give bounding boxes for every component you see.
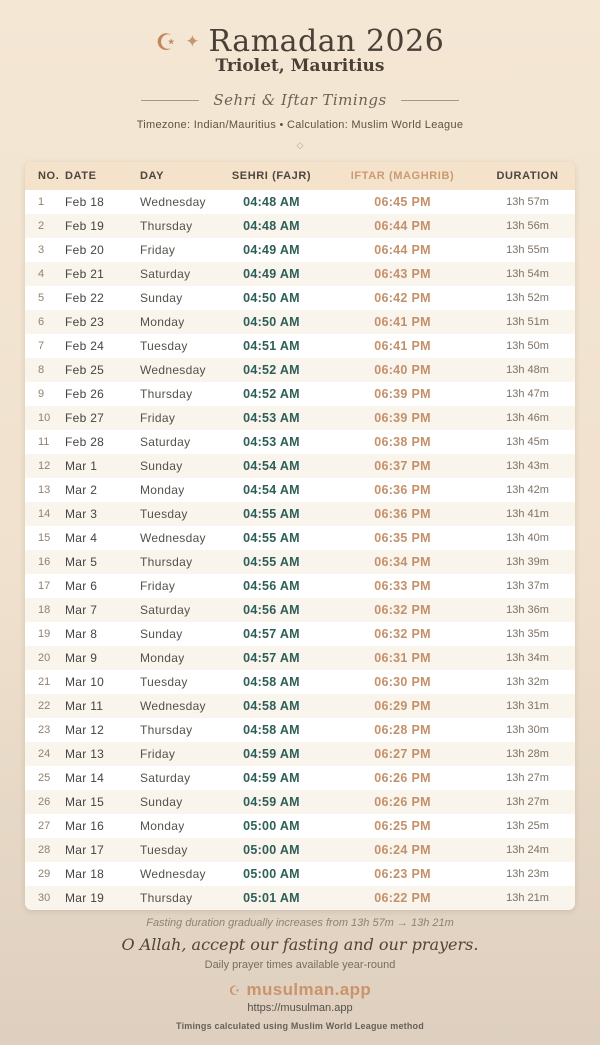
cell-day: Thursday: [140, 555, 193, 569]
cell-sehri: 04:58 AM: [243, 675, 300, 689]
cell-date: Mar 16: [65, 819, 105, 833]
cell-day: Thursday: [140, 387, 193, 401]
cell-sehri: 04:56 AM: [243, 579, 300, 593]
sparkle-star-icon: ✦: [185, 32, 200, 51]
cell-day: Sunday: [140, 795, 183, 809]
cell-iftar: 06:26 PM: [374, 795, 431, 809]
cell-date: Mar 13: [65, 747, 105, 761]
cell-day: Monday: [140, 651, 185, 665]
cell-date: Feb 20: [65, 243, 105, 257]
cell-no: 14: [38, 508, 51, 520]
cell-iftar: 06:25 PM: [374, 819, 431, 833]
cell-duration: 13h 42m: [506, 484, 549, 496]
cell-day: Wednesday: [140, 699, 206, 713]
cell-no: 2: [38, 220, 45, 232]
cell-sehri: 04:56 AM: [243, 603, 300, 617]
cell-no: 8: [38, 364, 45, 376]
cell-date: Mar 15: [65, 795, 105, 809]
timings-table: [25, 162, 575, 910]
cell-iftar: 06:38 PM: [374, 435, 431, 449]
table-row: [25, 598, 575, 622]
table-row: [25, 238, 575, 262]
cell-date: Mar 17: [65, 843, 105, 857]
table-row: [25, 478, 575, 502]
cell-duration: 13h 47m: [506, 388, 549, 400]
cell-day: Friday: [140, 579, 176, 593]
cell-iftar: 06:44 PM: [374, 243, 431, 257]
cell-date: Mar 14: [65, 771, 105, 785]
table-row: [25, 886, 575, 910]
cell-sehri: 05:00 AM: [243, 867, 300, 881]
duration-note: Fasting duration gradually increases from 13h 57m → 13h 21m: [146, 917, 454, 929]
cell-no: 30: [38, 892, 51, 904]
cell-no: 20: [38, 652, 51, 664]
header-date: DATE: [65, 170, 97, 182]
cell-sehri: 04:54 AM: [243, 459, 300, 473]
cell-duration: 13h 31m: [506, 700, 549, 712]
cell-sehri: 04:51 AM: [243, 339, 300, 353]
cell-duration: 13h 51m: [506, 316, 549, 328]
cell-duration: 13h 55m: [506, 244, 549, 256]
table-row: [25, 742, 575, 766]
cell-duration: 13h 34m: [506, 652, 549, 664]
table-row: [25, 814, 575, 838]
cell-sehri: 04:57 AM: [243, 651, 300, 665]
table-row: [25, 430, 575, 454]
divider-line-right: [401, 100, 459, 101]
cell-no: 6: [38, 316, 45, 328]
cell-sehri: 04:58 AM: [243, 699, 300, 713]
cell-duration: 13h 25m: [506, 820, 549, 832]
cell-sehri: 04:59 AM: [243, 795, 300, 809]
cell-sehri: 04:54 AM: [243, 483, 300, 497]
cell-date: Mar 11: [65, 699, 104, 713]
cell-duration: 13h 43m: [506, 460, 549, 472]
cell-duration: 13h 27m: [506, 772, 549, 784]
cell-date: Mar 18: [65, 867, 105, 881]
cell-no: 16: [38, 556, 51, 568]
table-row: [25, 310, 575, 334]
cell-sehri: 04:57 AM: [243, 627, 300, 641]
cell-date: Feb 19: [65, 219, 105, 233]
cell-no: 27: [38, 820, 51, 832]
table-row: [25, 838, 575, 862]
cell-iftar: 06:39 PM: [374, 411, 431, 425]
cell-no: 24: [38, 748, 51, 760]
cell-duration: 13h 24m: [506, 844, 549, 856]
cell-sehri: 04:48 AM: [243, 195, 300, 209]
header-day: DAY: [140, 170, 165, 182]
cell-iftar: 06:26 PM: [374, 771, 431, 785]
cell-duration: 13h 56m: [506, 220, 549, 232]
page-header: [0, 0, 600, 151]
cell-date: Feb 22: [65, 291, 105, 305]
cell-iftar: 06:32 PM: [374, 603, 431, 617]
calculation-method-note: Timings calculated using Muslim World League method: [176, 1021, 424, 1031]
table-header-row: [25, 162, 575, 190]
cell-duration: 13h 32m: [506, 676, 549, 688]
location-title: Triolet, Mauritius: [215, 56, 385, 76]
cell-day: Sunday: [140, 291, 183, 305]
table-body: [25, 190, 575, 910]
cell-iftar: 06:30 PM: [374, 675, 431, 689]
cell-day: Thursday: [140, 219, 193, 233]
cell-day: Monday: [140, 819, 185, 833]
table-row: [25, 766, 575, 790]
cell-day: Wednesday: [140, 363, 206, 377]
cell-sehri: 04:53 AM: [243, 411, 300, 425]
cell-no: 9: [38, 388, 45, 400]
cell-date: Mar 9: [65, 651, 98, 665]
cell-iftar: 06:43 PM: [374, 267, 431, 281]
table-row: [25, 286, 575, 310]
cell-duration: 13h 54m: [506, 268, 549, 280]
cell-iftar: 06:22 PM: [374, 891, 431, 905]
cell-duration: 13h 57m: [506, 196, 549, 208]
table-row: [25, 694, 575, 718]
diamond-ornament-icon: ◇: [296, 140, 304, 150]
cell-duration: 13h 39m: [506, 556, 549, 568]
cell-day: Tuesday: [140, 507, 188, 521]
page-title: Ramadan 2026: [208, 24, 445, 59]
cell-sehri: 04:50 AM: [243, 291, 300, 305]
table-row: [25, 214, 575, 238]
cell-sehri: 04:48 AM: [243, 219, 300, 233]
cell-date: Feb 25: [65, 363, 105, 377]
cell-sehri: 04:49 AM: [243, 243, 300, 257]
cell-no: 17: [38, 580, 51, 592]
cell-iftar: 06:36 PM: [374, 483, 431, 497]
cell-day: Monday: [140, 315, 185, 329]
cell-no: 19: [38, 628, 51, 640]
cell-no: 1: [38, 196, 45, 208]
cell-sehri: 05:00 AM: [243, 843, 300, 857]
cell-iftar: 06:29 PM: [374, 699, 431, 713]
cell-day: Tuesday: [140, 675, 188, 689]
table-row: [25, 454, 575, 478]
cell-day: Tuesday: [140, 843, 188, 857]
cell-date: Feb 24: [65, 339, 105, 353]
brand-crescent-icon: ☪: [228, 982, 241, 998]
crescent-moon-icon: ☪: [155, 29, 177, 55]
timezone-calculation-meta: Timezone: Indian/Mauritius • Calculation: Muslim World League: [136, 119, 464, 131]
cell-day: Thursday: [140, 891, 193, 905]
cell-sehri: 04:55 AM: [243, 507, 300, 521]
table-row: [25, 358, 575, 382]
cell-sehri: 04:59 AM: [243, 771, 300, 785]
cell-day: Monday: [140, 483, 185, 497]
cell-iftar: 06:36 PM: [374, 507, 431, 521]
cell-no: 18: [38, 604, 51, 616]
cell-duration: 13h 21m: [506, 892, 549, 904]
cell-no: 15: [38, 532, 51, 544]
subtitle-divider: [0, 91, 600, 109]
cell-duration: 13h 52m: [506, 292, 549, 304]
cell-date: Mar 5: [65, 555, 98, 569]
cell-duration: 13h 41m: [506, 508, 549, 520]
cell-no: 12: [38, 460, 51, 472]
cell-duration: 13h 45m: [506, 436, 549, 448]
cell-day: Tuesday: [140, 339, 188, 353]
header-no: NO.: [38, 170, 60, 182]
page-footer: [0, 917, 600, 1031]
cell-date: Mar 2: [65, 483, 98, 497]
table-row: [25, 574, 575, 598]
cell-sehri: 04:53 AM: [243, 435, 300, 449]
cell-iftar: 06:41 PM: [374, 339, 431, 353]
cell-duration: 13h 23m: [506, 868, 549, 880]
cell-no: 25: [38, 772, 51, 784]
cell-day: Sunday: [140, 627, 183, 641]
cell-iftar: 06:34 PM: [374, 555, 431, 569]
cell-day: Saturday: [140, 771, 191, 785]
cell-no: 21: [38, 676, 51, 688]
table-row: [25, 790, 575, 814]
cell-date: Mar 4: [65, 531, 98, 545]
cell-date: Feb 27: [65, 411, 105, 425]
cell-no: 26: [38, 796, 51, 808]
cell-iftar: 06:45 PM: [374, 195, 431, 209]
cell-date: Feb 28: [65, 435, 105, 449]
cell-duration: 13h 46m: [506, 412, 549, 424]
header-sehri: SEHRI (FAJR): [231, 170, 312, 182]
title-row: [0, 24, 600, 59]
cell-duration: 13h 36m: [506, 604, 549, 616]
table-row: [25, 550, 575, 574]
brand-name: musulman.app: [246, 980, 372, 999]
cell-no: 29: [38, 868, 51, 880]
cell-date: Mar 19: [65, 891, 105, 905]
cell-day: Friday: [140, 411, 176, 425]
cell-no: 3: [38, 244, 45, 256]
cell-iftar: 06:32 PM: [374, 627, 431, 641]
cell-day: Saturday: [140, 435, 191, 449]
cell-no: 7: [38, 340, 45, 352]
cell-no: 22: [38, 700, 51, 712]
cell-no: 23: [38, 724, 51, 736]
table-row: [25, 406, 575, 430]
cell-sehri: 05:01 AM: [243, 891, 300, 905]
cell-day: Sunday: [140, 459, 183, 473]
table-row: [25, 646, 575, 670]
dua-text: O Allah, accept our fasting and our prayers.: [121, 935, 479, 954]
cell-date: Mar 3: [65, 507, 98, 521]
header-duration: DURATION: [496, 170, 559, 182]
cell-day: Wednesday: [140, 531, 206, 545]
cell-sehri: 04:52 AM: [243, 363, 300, 377]
cell-duration: 13h 40m: [506, 532, 549, 544]
cell-date: Feb 26: [65, 387, 105, 401]
cell-iftar: 06:33 PM: [374, 579, 431, 593]
cell-sehri: 04:55 AM: [243, 555, 300, 569]
cell-duration: 13h 48m: [506, 364, 549, 376]
cell-iftar: 06:39 PM: [374, 387, 431, 401]
cell-no: 13: [38, 484, 51, 496]
brand-url: https://musulman.app: [247, 1002, 353, 1014]
cell-no: 4: [38, 268, 45, 280]
cell-day: Thursday: [140, 723, 193, 737]
cell-duration: 13h 35m: [506, 628, 549, 640]
cell-day: Wednesday: [140, 195, 206, 209]
cell-sehri: 04:58 AM: [243, 723, 300, 737]
cell-iftar: 06:27 PM: [374, 747, 431, 761]
cell-date: Mar 6: [65, 579, 98, 593]
cell-iftar: 06:44 PM: [374, 219, 431, 233]
cell-date: Mar 7: [65, 603, 98, 617]
cell-date: Mar 10: [65, 675, 105, 689]
cell-iftar: 06:35 PM: [374, 531, 431, 545]
cell-duration: 13h 28m: [506, 748, 549, 760]
cell-sehri: 04:52 AM: [243, 387, 300, 401]
table-row: [25, 622, 575, 646]
cell-iftar: 06:28 PM: [374, 723, 431, 737]
cell-iftar: 06:37 PM: [374, 459, 431, 473]
cell-no: 5: [38, 292, 45, 304]
divider-line-left: [141, 100, 199, 101]
cell-duration: 13h 30m: [506, 724, 549, 736]
cell-date: Feb 18: [65, 195, 105, 209]
cell-sehri: 04:49 AM: [243, 267, 300, 281]
availability-text: Daily prayer times available year-round: [204, 959, 396, 971]
cell-iftar: 06:24 PM: [374, 843, 431, 857]
cell-day: Wednesday: [140, 867, 206, 881]
cell-iftar: 06:23 PM: [374, 867, 431, 881]
table-row: [25, 502, 575, 526]
cell-iftar: 06:42 PM: [374, 291, 431, 305]
table-row: [25, 190, 575, 214]
cell-iftar: 06:31 PM: [374, 651, 431, 665]
cell-day: Friday: [140, 243, 176, 257]
cell-day: Saturday: [140, 267, 191, 281]
cell-iftar: 06:41 PM: [374, 315, 431, 329]
cell-duration: 13h 37m: [506, 580, 549, 592]
cell-sehri: 04:59 AM: [243, 747, 300, 761]
cell-sehri: 04:50 AM: [243, 315, 300, 329]
cell-iftar: 06:40 PM: [374, 363, 431, 377]
cell-no: 28: [38, 844, 51, 856]
header-iftar: IFTAR (MAGHRIB): [350, 170, 455, 182]
subtitle: Sehri & Iftar Timings: [213, 91, 387, 109]
cell-day: Saturday: [140, 603, 191, 617]
brand-row: [0, 980, 600, 1000]
cell-duration: 13h 50m: [506, 340, 549, 352]
cell-date: Mar 12: [65, 723, 105, 737]
table-row: [25, 526, 575, 550]
cell-date: Feb 21: [65, 267, 105, 281]
cell-sehri: 04:55 AM: [243, 531, 300, 545]
cell-date: Mar 1: [65, 459, 98, 473]
table-row: [25, 670, 575, 694]
cell-day: Friday: [140, 747, 176, 761]
cell-no: 11: [38, 436, 50, 448]
cell-duration: 13h 27m: [506, 796, 549, 808]
cell-date: Feb 23: [65, 315, 105, 329]
cell-no: 10: [38, 412, 51, 424]
cell-date: Mar 8: [65, 627, 98, 641]
cell-sehri: 05:00 AM: [243, 819, 300, 833]
table-row: [25, 382, 575, 406]
table-row: [25, 334, 575, 358]
table-row: [25, 262, 575, 286]
table-row: [25, 862, 575, 886]
table-row: [25, 718, 575, 742]
